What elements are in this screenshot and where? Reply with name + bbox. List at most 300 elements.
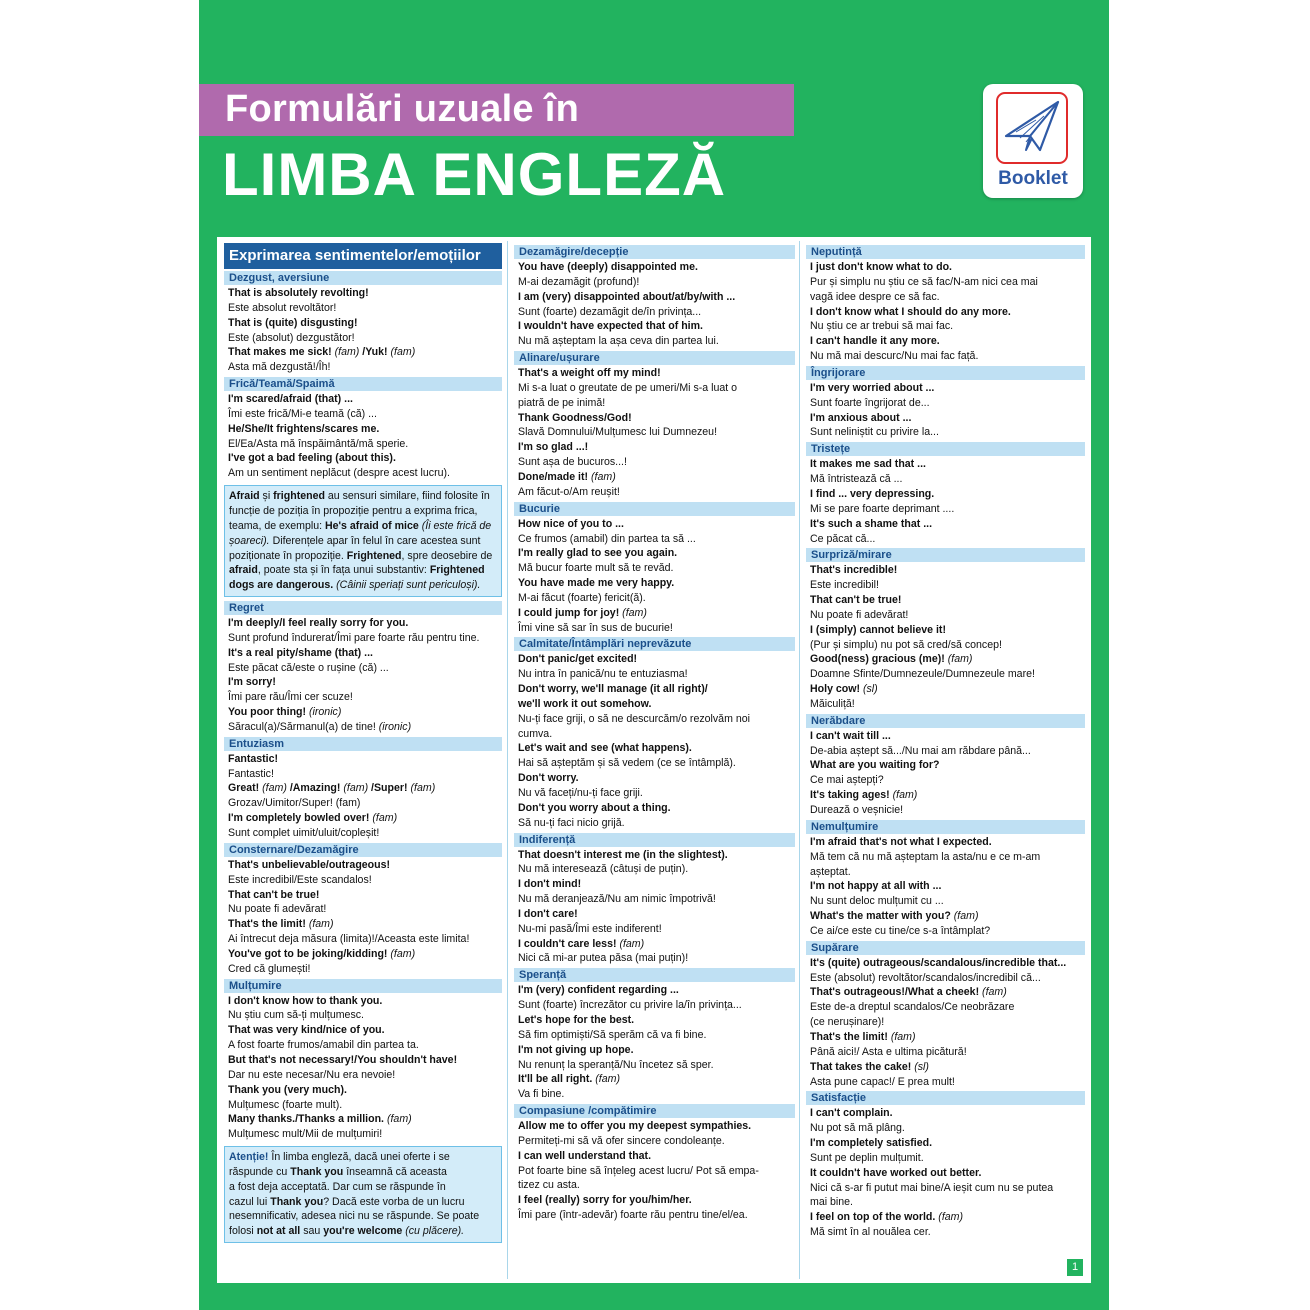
- english-phrase: I'm completely bowled over!: [228, 812, 373, 825]
- phrase-section: [806, 714, 1085, 818]
- phrase-line: [514, 1043, 795, 1058]
- phrase-line: [224, 451, 502, 466]
- english-phrase: I'm not happy at all with ...: [810, 880, 942, 893]
- phrase-line: [514, 727, 795, 742]
- note-line: [229, 489, 497, 504]
- english-phrase: That can't be true!: [228, 888, 320, 901]
- english-phrase: I don't mind!: [518, 878, 582, 891]
- english-phrase: Many thanks./Thanks a million.: [228, 1113, 387, 1126]
- phrase-line: [514, 576, 795, 591]
- phrase-line: [224, 316, 502, 331]
- phrase-section: [224, 843, 502, 977]
- text-fragment: , spre deosebire de: [401, 549, 493, 562]
- text-fragment: sau: [300, 1225, 324, 1238]
- phrase-line: [806, 667, 1085, 682]
- text-fragment: Sunt pe deplin mulțumit.: [810, 1151, 924, 1164]
- phrase-line: [514, 305, 795, 320]
- text-fragment: Este (absolut) dezgustător!: [228, 331, 355, 344]
- text-fragment: Nu mă mai descurc/Nu mai fac față.: [810, 350, 979, 363]
- text-fragment: a fost deja acceptată. Dar cum se răspunde în: [229, 1180, 446, 1193]
- phrase-line: [514, 892, 795, 907]
- text-fragment: Este absolut revoltător!: [228, 301, 337, 314]
- english-phrase: you're welcome: [323, 1225, 403, 1238]
- phrase-line: [806, 758, 1085, 773]
- phrase-section: [806, 548, 1085, 711]
- phrase-section: [806, 820, 1085, 939]
- text-fragment: mai bine.: [810, 1196, 853, 1209]
- english-phrase: not at all: [256, 1225, 301, 1238]
- phrase-line: [514, 1072, 795, 1087]
- phrase-line: [224, 994, 502, 1009]
- section-heading: Îngrijorare: [806, 366, 1085, 380]
- text-fragment: Îmi pare (într-adevăr) foarte rău pentru tine/el/ea.: [518, 1209, 748, 1222]
- section-heading: Frică/Teamă/Spaimă: [224, 377, 502, 391]
- register-tag: (fam): [390, 346, 416, 359]
- phrase-line: [806, 744, 1085, 759]
- english-phrase: I (simply) cannot believe it!: [810, 623, 946, 636]
- phrase-line: [514, 1149, 795, 1164]
- text-fragment: Până aici!/ Asta e ultima picătură!: [810, 1045, 967, 1058]
- text-fragment: Fantastic!: [228, 767, 274, 780]
- note-line: [229, 519, 497, 534]
- section-heading: Compasiune /compătimire: [514, 1104, 795, 1118]
- text-fragment: Durează o veșnicie!: [810, 804, 904, 816]
- register-tag: (ironic): [309, 706, 342, 719]
- english-phrase: Afraid: [229, 490, 260, 503]
- text-fragment: Nu mă așteptam la așa ceva din partea lui.: [518, 335, 719, 348]
- phrase-line: [806, 850, 1085, 865]
- english-phrase: That's a weight off my mind!: [518, 367, 661, 380]
- text-fragment: Mă simt în al nouălea cer.: [810, 1226, 931, 1239]
- phrase-line: [806, 275, 1085, 290]
- phrase-line: [224, 767, 502, 782]
- english-phrase: That doesn't interest me (in the slightest).: [518, 848, 728, 861]
- phrase-line: [224, 466, 502, 481]
- text-fragment: Este incredibil/Este scandalos!: [228, 873, 372, 886]
- phrase-line: [806, 682, 1085, 697]
- phrase-line: [514, 561, 795, 576]
- phrase-line: [224, 932, 502, 947]
- phrase-line: [806, 894, 1085, 909]
- phrase-line: [806, 788, 1085, 803]
- phrase-line: [514, 1087, 795, 1102]
- text-fragment: El/Ea/Asta mă înspăimântă/mă sperie.: [228, 437, 409, 450]
- text-fragment: Pot foarte bine să înțeleg acest lucru/ Pot să empa-: [518, 1164, 759, 1177]
- phrase-line: [224, 873, 502, 888]
- phrase-line: [224, 1083, 502, 1098]
- phrase-section: [224, 979, 502, 1244]
- phrase-line: [806, 457, 1085, 472]
- phrase-line: [224, 675, 502, 690]
- phrase-line: [806, 1121, 1085, 1136]
- phrase-line: [514, 652, 795, 667]
- text-fragment: Am un sentiment neplăcut (despre acest lucru).: [228, 467, 450, 480]
- english-phrase: How nice of you to ...: [518, 517, 624, 530]
- text-fragment: Nu mă deranjează/Nu am nimic împotrivă!: [518, 893, 716, 906]
- note-box: [224, 485, 502, 597]
- english-phrase: It's (quite) outrageous/scandalous/incredible that...: [810, 956, 1067, 969]
- english-phrase: I'm (very) confident regarding ...: [518, 984, 679, 997]
- phrase-section: [514, 351, 795, 500]
- english-phrase: That takes the cake!: [810, 1060, 915, 1073]
- text-fragment: Ce păcat că...: [810, 532, 876, 545]
- phrase-line: [806, 1030, 1085, 1045]
- phrase-line: [806, 1045, 1085, 1060]
- phrase-section: [514, 245, 795, 349]
- subtitle-banner: [199, 84, 794, 136]
- text-fragment: Nu știu cum să-ți mulțumesc.: [228, 1009, 364, 1022]
- english-phrase: It couldn't have worked out better.: [810, 1166, 982, 1179]
- phrase-line: [514, 786, 795, 801]
- note-line: [229, 1180, 497, 1195]
- phrase-line: [224, 661, 502, 676]
- phrase-line: [806, 563, 1085, 578]
- english-phrase: Don't worry, we'll manage (it all right)/: [518, 683, 708, 696]
- text-fragment: Am făcut-o/Am reușit!: [518, 485, 620, 498]
- text-fragment: Va fi bine.: [518, 1088, 565, 1101]
- phrase-line: [224, 1008, 502, 1023]
- english-phrase: That is (quite) disgusting!: [228, 316, 358, 329]
- text-fragment: Este de-a dreptul scandalos/Ce neobrăzare: [810, 1001, 1015, 1014]
- phrase-line: [514, 907, 795, 922]
- phrase-line: [514, 848, 795, 863]
- phrase-section: [514, 502, 795, 636]
- register-tag: (fam): [591, 470, 616, 483]
- text-fragment: cazul lui: [229, 1195, 271, 1208]
- phrase-section: [514, 833, 795, 967]
- text-fragment: și: [259, 490, 274, 503]
- phrase-line: [514, 862, 795, 877]
- phrase-line: [806, 1166, 1085, 1181]
- english-phrase: I'm deeply/I feel really sorry for you.: [228, 617, 409, 630]
- text-fragment: De-abia aștept să.../Nu mai am răbdare până...: [810, 744, 1031, 757]
- column-divider: [507, 241, 508, 1279]
- text-fragment: Grozav/Uimitor/Super! (fam): [228, 797, 361, 810]
- english-phrase: That's the limit!: [228, 918, 309, 931]
- phrase-line: [514, 682, 795, 697]
- phrase-line: [514, 1028, 795, 1043]
- phrase-line: [224, 826, 502, 841]
- text-fragment: Nu vă faceți/nu-ți face griji.: [518, 787, 643, 799]
- text-fragment: Mulțumesc (foarte mult).: [228, 1098, 343, 1111]
- english-phrase: That was very kind/nice of you.: [228, 1024, 385, 1037]
- phrase-line: [224, 752, 502, 767]
- text-fragment: Ai întrecut deja măsura (limita)!/Aceasta este limita!: [228, 933, 470, 946]
- text-fragment: Pur și simplu nu știu ce să fac/N-am nici cea mai: [810, 275, 1038, 288]
- register-tag: (fam): [953, 910, 979, 923]
- phrase-section: [806, 941, 1085, 1090]
- phrase-line: [224, 1023, 502, 1038]
- text-fragment: Nu poate fi adevărat!: [228, 903, 327, 916]
- phrase-line: [224, 1038, 502, 1053]
- phrase-line: [806, 1151, 1085, 1166]
- register-tag: (fam): [262, 782, 287, 795]
- phrase-line: [514, 455, 795, 470]
- phrase-line: [806, 396, 1085, 411]
- text-fragment: Asta mă dezgustă!/Îh!: [228, 361, 331, 374]
- section-heading: Indiferență: [514, 833, 795, 847]
- phrase-section: [514, 637, 795, 830]
- phrase-line: [806, 608, 1085, 623]
- english-phrase: I just don't know what to do.: [810, 261, 952, 273]
- text-fragment: Îmi vine să sar în sus de bucurie!: [518, 621, 673, 634]
- english-phrase: I'm anxious about ...: [810, 411, 912, 424]
- phrase-line: [224, 301, 502, 316]
- section-heading: Dezgust, aversiune: [224, 271, 502, 285]
- text-fragment: Săracul(a)/Sărmanul(a) de tine!: [228, 720, 379, 733]
- phrase-section: [806, 442, 1085, 546]
- text-fragment: Nu pot să mă plâng.: [810, 1122, 905, 1135]
- register-tag: (fam): [622, 606, 647, 619]
- text-fragment: ? Dacă este vorba de un lucru: [323, 1195, 465, 1208]
- text-fragment: Mă bucur foarte mult să te revăd.: [518, 562, 674, 575]
- text-fragment: Nu poate fi adevărat!: [810, 608, 909, 621]
- phrase-line: [806, 1015, 1085, 1030]
- phrase-line: [806, 652, 1085, 667]
- phrase-line: [514, 937, 795, 952]
- phrase-line: [514, 816, 795, 831]
- text-fragment: piatră de pe inimă!: [518, 396, 606, 409]
- register-tag: (fam): [308, 918, 334, 931]
- phrase-section: [806, 1091, 1085, 1240]
- main-heading: Exprimarea sentimentelor/emoțiilor: [224, 243, 502, 269]
- register-tag: (fam): [372, 812, 398, 825]
- english-phrase: Done/made it!: [518, 470, 591, 483]
- register-tag: (fam): [334, 346, 360, 359]
- english-phrase: It's taking ages!: [810, 789, 893, 802]
- phrase-section: [224, 271, 502, 375]
- content-panel: [217, 237, 1091, 1283]
- text-fragment: Permiteți-mi să vă ofer sincere condoleanțe.: [518, 1134, 725, 1147]
- phrase-line: [224, 858, 502, 873]
- phrase-line: [514, 411, 795, 426]
- booklet-logo: [983, 84, 1083, 198]
- english-phrase: I am (very) disappointed about/at/by/with ...: [518, 290, 736, 303]
- text-fragment: funcție de poziția în propoziție pentru a exprima frica,: [229, 504, 478, 517]
- text-fragment: poziționate în propoziție.: [229, 549, 347, 562]
- phrase-line: [514, 546, 795, 561]
- text-fragment: Îmi este frică/Mi-e teamă (că) ...: [228, 407, 377, 420]
- text-fragment: Sunt neliniștit cu privire la...: [810, 426, 939, 439]
- english-phrase: I'm afraid that's not what I expected.: [810, 835, 992, 848]
- text-fragment: răspunde cu: [229, 1165, 291, 1178]
- english-phrase: I'm not giving up hope.: [518, 1043, 634, 1056]
- subtitle-text: Formulări uzuale în: [225, 88, 580, 130]
- text-fragment: Hai să așteptăm și să vedem (ce se întâmplă).: [518, 757, 736, 770]
- phrase-line: [806, 381, 1085, 396]
- phrase-line: [806, 517, 1085, 532]
- section-heading: Tristețe: [806, 442, 1085, 456]
- english-phrase: What are you waiting for?: [810, 759, 940, 772]
- phrase-line: [224, 720, 502, 735]
- section-heading: Surpriză/mirare: [806, 548, 1085, 562]
- phrase-line: [806, 349, 1085, 364]
- phrase-line: [224, 437, 502, 452]
- phrase-line: [806, 1136, 1085, 1151]
- phrase-line: [224, 705, 502, 720]
- text-fragment: Nu-mi pasă/Îmi este indiferent!: [518, 922, 662, 935]
- register-tag: (ironic): [378, 720, 412, 733]
- text-fragment: Cred că glumești!: [228, 962, 311, 975]
- phrase-line: [224, 1068, 502, 1083]
- phrase-line: [514, 1208, 795, 1223]
- english-phrase: You've got to be joking/kidding!: [228, 947, 391, 960]
- register-tag: (fam): [595, 1073, 620, 1086]
- english-phrase: I feel on top of the world.: [810, 1211, 939, 1224]
- text-fragment: înseamnă că aceasta: [343, 1165, 447, 1178]
- english-phrase: You poor thing!: [228, 706, 309, 719]
- phrase-line: [224, 646, 502, 661]
- text-fragment: Ce mai aștepți?: [810, 774, 884, 787]
- column-divider: [799, 241, 800, 1279]
- phrase-line: [514, 290, 795, 305]
- phrase-line: [224, 286, 502, 301]
- phrase-line: [806, 924, 1085, 939]
- register-tag: (fam): [619, 937, 645, 950]
- section-heading: Dezamăgire/decepție: [514, 245, 795, 259]
- text-fragment: Diferențele apar în felul în care acestea sunt: [269, 534, 481, 547]
- phrase-line: [806, 425, 1085, 440]
- phrase-line: [224, 811, 502, 826]
- phrase-line: [514, 440, 795, 455]
- note-line: [229, 578, 497, 593]
- text-fragment: Mulțumesc mult/Mii de mulțumiri!: [228, 1128, 383, 1141]
- page-number: 1: [1067, 1259, 1083, 1276]
- section-heading: Calmitate/Întâmplări neprevăzute: [514, 637, 795, 651]
- text-fragment: Nici că mi-ar putea păsa (mai puțin)!: [518, 952, 689, 965]
- text-fragment: M-ai făcut (foarte) fericit(ă).: [518, 591, 646, 604]
- register-tag: (fam): [938, 1211, 964, 1224]
- phrase-line: [514, 741, 795, 756]
- phrase-line: [806, 1060, 1085, 1075]
- text-fragment: Să fim optimiști/Să sperăm că va fi bine.: [518, 1028, 707, 1041]
- text-fragment: Mi se pare foarte deprimant ....: [810, 502, 955, 515]
- english-phrase: Frightened: [429, 564, 485, 577]
- note-line: [229, 1209, 497, 1224]
- phrase-line: [514, 275, 795, 290]
- english-phrase: It's a real pity/shame (that) ...: [228, 646, 373, 659]
- english-phrase: Thank you: [290, 1165, 344, 1178]
- english-phrase: He's afraid of mice: [325, 519, 419, 532]
- text-fragment: Nu-ți face griji, o să ne descurcăm/o rezolvăm noi: [518, 712, 750, 725]
- text-fragment: Să nu-ți faci nicio grijă.: [518, 816, 625, 829]
- phrase-line: [806, 578, 1085, 593]
- english-phrase: I can't wait till ...: [810, 729, 891, 742]
- phrase-line: [806, 334, 1085, 349]
- english-phrase: You have made me very happy.: [518, 577, 675, 590]
- register-tag: (sl): [862, 683, 878, 696]
- phrase-line: [224, 1098, 502, 1113]
- page-title: LIMBA ENGLEZĂ: [222, 141, 727, 208]
- phrase-line: [514, 334, 795, 349]
- phrase-line: [806, 956, 1085, 971]
- text-fragment: Dar nu este necesar/Nu era nevoie!: [228, 1068, 396, 1081]
- phrase-line: [806, 1210, 1085, 1225]
- english-phrase: That's the limit!: [810, 1030, 891, 1043]
- text-fragment: Îmi pare rău/Îmi cer scuze!: [228, 691, 353, 704]
- phrase-line: [224, 1112, 502, 1127]
- text-fragment: au sensuri similare, fiind folosite în: [324, 490, 490, 503]
- phrase-line: [224, 1127, 502, 1142]
- phrase-line: [514, 1178, 795, 1193]
- column-3: [806, 243, 1085, 1279]
- phrase-line: [514, 606, 795, 621]
- english-phrase: I can't complain.: [810, 1107, 893, 1120]
- register-tag: (sl): [914, 1060, 929, 1073]
- text-fragment: folosi: [229, 1225, 257, 1238]
- english-phrase: That is absolutely revolting!: [228, 287, 369, 299]
- text-fragment: Măiculiță!: [810, 697, 855, 710]
- english-phrase: I'm completely satisfied.: [810, 1137, 933, 1150]
- text-fragment: Este (absolut) revoltător/scandalos/incredibil că...: [810, 971, 1041, 984]
- phrase-section: [806, 245, 1085, 364]
- section-heading: Nerăbdare: [806, 714, 1085, 728]
- english-phrase: I can well understand that.: [518, 1149, 652, 1162]
- text-fragment: Doamne Sfinte/Dumnezeule/Dumnezeule mare!: [810, 668, 1035, 681]
- note-line: [229, 563, 497, 578]
- text-fragment: Mi s-a luat o greutate de pe umeri/Mi s-a luat o: [518, 381, 738, 394]
- phrase-line: [514, 712, 795, 727]
- english-phrase: I don't know how to thank you.: [228, 994, 383, 1007]
- phrase-line: [806, 502, 1085, 517]
- text-fragment: Ce frumos (amabil) din partea ta să ...: [518, 532, 696, 545]
- column-2: [514, 243, 795, 1279]
- english-phrase: I've got a bad feeling (about this).: [228, 452, 396, 465]
- english-phrase: I don't know what I should do any more.: [810, 305, 1011, 318]
- note-line: [229, 549, 497, 564]
- phrase-line: [806, 411, 1085, 426]
- text-fragment: Atenție!: [229, 1151, 269, 1164]
- register-tag: (fam): [386, 1113, 412, 1126]
- note-line: [229, 1150, 497, 1165]
- section-heading: Supărare: [806, 941, 1085, 955]
- phrase-line: [806, 697, 1085, 712]
- text-fragment: Asta pune capac!/ E prea mult!: [810, 1075, 955, 1088]
- english-phrase: /Amazing!: [286, 782, 344, 795]
- text-fragment: Sunt așa de bucuros...!: [518, 456, 627, 469]
- english-phrase: I'm really glad to see you again.: [518, 547, 678, 560]
- phrase-line: [514, 260, 795, 275]
- note-line: [229, 1224, 497, 1239]
- english-phrase: Thank you (very much).: [228, 1083, 347, 1096]
- phrase-line: [224, 947, 502, 962]
- section-heading: Bucurie: [514, 502, 795, 516]
- text-fragment: În limba engleză, dacă unei oferte i se: [268, 1151, 450, 1164]
- text-fragment: A fost foarte frumos/amabil din partea ta.: [228, 1039, 419, 1052]
- phrase-section: [224, 601, 502, 735]
- phrase-line: [806, 1181, 1085, 1196]
- phrase-line: [806, 985, 1085, 1000]
- english-phrase: frightened: [273, 490, 325, 503]
- text-fragment: Este incredibil!: [810, 579, 879, 592]
- phrase-line: [514, 1058, 795, 1073]
- phrase-line: [224, 407, 502, 422]
- english-phrase: That can't be true!: [810, 594, 902, 607]
- phrase-line: [806, 1106, 1085, 1121]
- phrase-section: [224, 377, 502, 597]
- phrase-line: [514, 517, 795, 532]
- register-tag: (Câinii speriați sunt periculoși).: [333, 579, 481, 592]
- english-phrase: Don't worry.: [518, 772, 579, 785]
- phrase-line: [514, 667, 795, 682]
- text-fragment: nesemnificativ, adesea nici nu se răspunde. Se poate: [229, 1210, 480, 1223]
- phrase-line: [224, 422, 502, 437]
- phrase-section: [806, 366, 1085, 440]
- english-phrase: What's the matter with you?: [810, 910, 954, 923]
- text-fragment: (Pur și simplu) nu pot să cred/să concep!: [810, 638, 1002, 651]
- english-phrase: dogs are dangerous.: [229, 579, 334, 592]
- register-tag: (fam): [410, 782, 436, 795]
